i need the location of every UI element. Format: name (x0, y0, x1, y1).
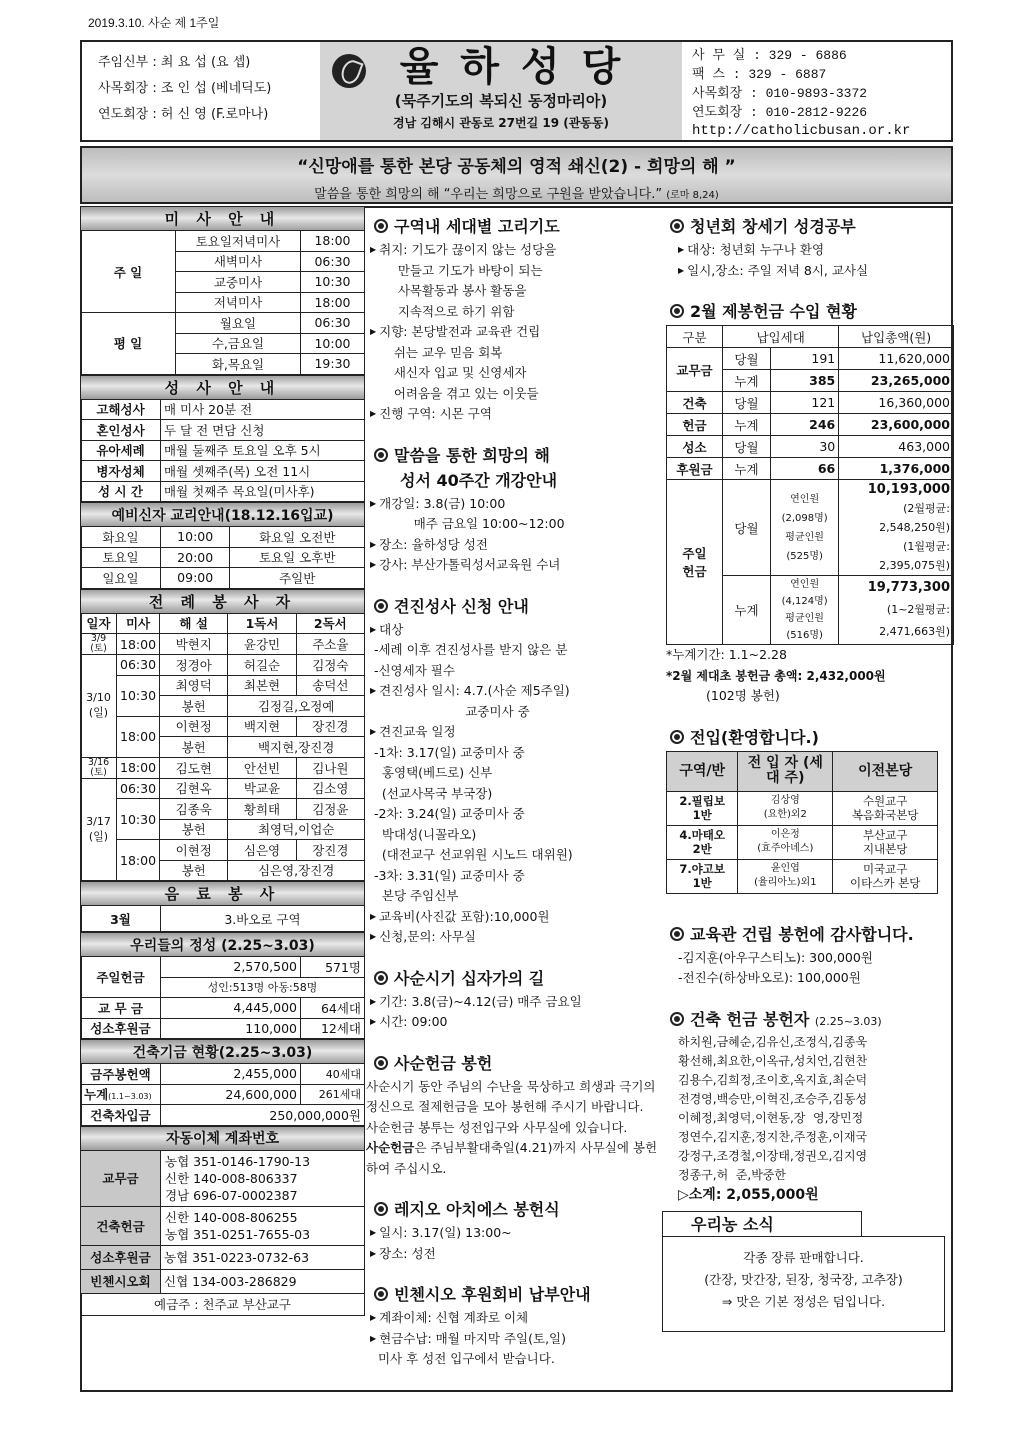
triangle-icon: ▶ (370, 1228, 377, 1237)
table-row: 봉헌 심은영,장진경 (81, 860, 365, 881)
woorinong-box: 각종 장류 판매합니다. (간장, 맛간장, 된장, 청국장, 고추장) ⇒ 맛은 기본 정성은 덤입니다. (662, 1236, 945, 1332)
bullet-icon (374, 219, 388, 233)
table-row: 2.필립보 1반 김상영 (요한)외2 수원교구 복음화국본당 (667, 791, 938, 825)
legio-section: 레지오 아치에스 봉헌식 ▶ 일시: 3.17(일) 13:00~ ▶ 장소: 성전 (370, 1200, 560, 1261)
auto-transfer-accounts-table: 자동이체 계좌번호 교무금 농협 351-0146-1790-13 신한 140-008-806337 경남 696-07-0002387 건축헌금 신한 140-008-806255 농협 351-0251-7655-03 성소후원금 농협 351-0223-0732-63 빈첸시오회 신협 134-003-286829 예금주 : 천주교 부산교구 (80, 1126, 365, 1316)
triangle-icon: ▶ (370, 1313, 377, 1322)
fax: 팩 스 : 329 - 6887 (692, 67, 827, 82)
woorinong-title: 우리농 소식 (662, 1211, 862, 1237)
triangle-icon: ▶ (370, 327, 377, 336)
bullet-icon (670, 219, 684, 233)
newcomers-section: 전입(환영합니다.) 구역/반 전 입 자 (세 대 주) 이전본당 2.필립보 1반 김상영 (요한)외2 수원교구 복음화국본당 4.마태오 2반 이은정 (효주아녜스) 부산교구 지내본당 7.야고보 1반 윤인엽 (율리아노)외1 미국교구 이타스카 본당 (666, 725, 954, 894)
building-donors-section: 건축 헌금 봉헌자 (2.25~3.03) 하치원,금혜순,김유신,조정식,김종욱 황선해,최요한,이옥규,성치언,김현찬 김용수,김희정,조이호,옥지효,최순덕 전경영,백승만,이혁진,조승주,김동성 이혜정,최영덕,이현동,장 영,장민정 정연수,김지훈,정지찬,주정훈,이재국 강정구,조경철,이장태,정권오,김지영 정종구,허 준,박중한 ▷소계: 2,055,000원 (666, 1007, 954, 1206)
theme-title: “신망애를 통한 본당 공동체의 영적 쇄신(2) - 희망의 해 ” (297, 157, 736, 177)
youth-bible-section: 청년회 창세기 성경공부 ▶ 대상: 청년회 누구나 환영 ▶ 일시,장소: 주일 저녁 8시, 교사실 (666, 214, 954, 281)
feb-income-section: 2월 제봉헌금 수입 현황 구분 납입세대 납입총액(원) 교무금 당월 191 11,620,000 누계 385 23,265,000 건축 당월 121 16,360,000 헌금 누계 246 23,600,000 성소 당월 30 463,000 후원금 누계 66 1,376,000 주일 헌금 당월 연인원 (2,098명) 평균인원 (525명) 10,193,000 (2월평균: 2,548,250원) (1월평균: 2,395,075원) 누계 연인원 (4,124명) 평균인원 (516명) 19,773,300 (1~2월평균: 2,471,663원) *누계기간: 1.1~2.28 *2월 제대초 봉헌금 총액: 2,432,000원 (102명 봉헌) (666, 299, 954, 707)
table-row: 3/10 (일) 06:30 정경아 허길순 김정숙 (81, 655, 365, 676)
table-row: 4.마태오 2반 이은정 (효주아녜스) 부산교구 지내본당 (667, 825, 938, 859)
confirmation-section: 견진성사 신청 안내 ▶ 대상 -세례 이후 견진성사를 받지 않은 분 -신영세자 필수 ▶ 견진성사 일시: 4.7.(사순 제5주일) 교중미사 중 ▶ 견진교육 일정 -1차: 3.17(일) 교중미사 중 홍영택(베드로) 신부 (선교사목국 부국장) -2차: 3.24(일) 교중미사 중 박대성(니꼴라오) (대전교구 선교위원 시노드 대위원) -3차: 3.31(일) 교중미사 중 본당 주임신부 ▶ 교육비(사진값 포함):10,000원 ▶ 신청,문의: 사무실 (370, 596, 573, 944)
feb-income-table: 구분 납입세대 납입총액(원) 교무금 당월 191 11,620,000 누계 385 23,265,000 건축 당월 121 16,360,000 헌금 누계 246 23,600,000 성소 당월 30 463,000 후원금 누계 66 1,376,000 주일 헌금 당월 연인원 (2,098명) 평균인원 (525명) 10,193,000 (2월평균: 2,548,250원) (1월평균: 2,395,075원) 누계 연인원 (4,124명) 평균인원 (516명) 19,773,300 (1~2월평균: 2,471,663원) (666, 325, 954, 645)
left-column (80, 206, 365, 1316)
theme-subtitle: 말씀을 통한 희망의 해 “우리는 희망으로 구원을 받았습니다.” (로마 8,24) (314, 187, 719, 202)
table-row: 7.야고보 1반 윤인엽 (율리아노)외1 미국교구 이타스카 본당 (667, 859, 938, 893)
lent-offering-section: 사순헌금 봉헌 사순시기 동안 주님의 수난을 묵상하고 희생과 극기의 정신으로 절제헌금을 모아 봉헌해 주시기 바랍니다. 사순헌금 봉투는 성전입구와 사무실에 있습니다. 사순헌금은 주님부활대축일(4.21)까지 사무실에 봉헌하여 주십시오. (366, 1053, 658, 1176)
parish-council-president: 사목회장 : 조 인 섭 (베네딕도) (98, 81, 272, 96)
triangle-icon: ▶ (370, 686, 377, 695)
triangle-icon: ▶ (370, 911, 377, 921)
vincent-dues-section: 빈첸시오 후원회비 납부안내 ▶ 계좌이체: 신협 계좌로 이체 ▶ 현금수납: 매월 마지막 주일(토,일) 미사 후 성전 입구에서 받습니다. (370, 1285, 591, 1366)
triangle-icon: ▶ (370, 1017, 377, 1026)
triangle-icon: ▶ (678, 265, 685, 275)
liturgy-ministers-table: 전 례 봉 사 자 일자 미사 해 설 1독서 2독서 3/9 (토) 18:00 박현지 윤강민 주소율 3/10 (일) 06:30 정경아 허길순 김정숙 10:30 최영덕 최본현 송덕선 봉헌 김정길,오정예 18:00 이현정 백지현 장진경 봉헌 백지현,장진경 3/16 (토) 18:00 김도현 안선빈 김나원 3/17 (일) 06:30 김현옥 박교윤 김소영 10:30 김종욱 황희태 김정윤 봉헌 최영덕,이업순 18:00 이현정 심은영 장진경 봉헌 심은영,장진경 (80, 589, 365, 882)
bullet-icon (670, 1012, 684, 1026)
church-subtitle: (묵주기도의 복되신 동정마리아) (394, 92, 608, 110)
triangle-icon: ▶ (370, 409, 377, 418)
bullet-icon (670, 730, 684, 744)
date-line: 2019.3.10. 사순 제 1주일 (88, 16, 220, 30)
table-row: 18:00 이현정 백지현 장진경 (81, 716, 365, 737)
table-row: 3/16 (토) 18:00 김도현 안선빈 김나원 (81, 757, 365, 778)
middle-column (366, 212, 660, 1370)
contact-info (682, 42, 951, 140)
church-name: 율하성당 (399, 44, 643, 90)
church-logo-icon (332, 54, 366, 88)
prayer-council-president: 연도회장 : 허 신 영 (F.로마나) (98, 107, 269, 122)
office-phone: 사 무 실 : 329 - 6886 (692, 48, 847, 63)
clergy-info (82, 42, 320, 140)
table-row: 10:30 최영덕 최본현 송덕선 (81, 675, 365, 696)
sacraments-table: 성 사 안 내 고해성사 매 미사 20분 전 혼인성사 두 달 전 면담 신청 유아세례 매월 둘째주 토요일 오후 5시 병자성체 매월 셋째주(목) 오전 11시 성 시 간 매월 첫째주 목요일(미사후) (80, 375, 365, 503)
table-row: 봉헌 백지현,장진경 (81, 737, 365, 758)
website-link[interactable]: http://catholicbusan.or.kr (692, 123, 911, 139)
triangle-icon: ▶ (370, 727, 377, 736)
church-title-block (320, 42, 682, 140)
drinks-service-table: 음 료 봉 사 3월 3.바오로 구역 (80, 881, 365, 932)
education-hall-thanks-section: 교육관 건립 봉헌에 감사합니다. -김지훈(아우구스티노): 300,000원 -전진수(하상바오로): 100,000원 (666, 922, 954, 989)
theme-banner (80, 146, 953, 204)
triangle-icon: ▶ (370, 245, 377, 254)
table-row: 3/17 (일) 06:30 김현옥 박교윤 김소영 (81, 778, 365, 799)
bullet-icon (670, 927, 684, 941)
triangle-icon: ▶ (370, 932, 377, 941)
triangle-icon: ▶ (678, 245, 685, 254)
bullet-icon (374, 1287, 388, 1301)
donors-subtotal: ▷소계: 2,055,000원 (678, 1186, 819, 1203)
newcomers-table: 구역/반 전 입 자 (세 대 주) 이전본당 2.필립보 1반 김상영 (요한)외2 수원교구 복음화국본당 4.마태오 2반 이은정 (효주아녜스) 부산교구 지내본당 7.야고보 1반 윤인엽 (율리아노)외1 미국교구 이타스카 본당 (666, 751, 938, 894)
triangle-icon: ▶ (370, 624, 377, 634)
table-row: 봉헌 최영덕,이업순 (81, 819, 365, 840)
triangle-icon: ▶ (370, 1333, 377, 1343)
table-row: 18:00 이현정 심은영 장진경 (81, 840, 365, 861)
bullet-icon (374, 599, 388, 613)
bible-course-section: 말씀을 통한 희망의 해 성서 40주간 개강안내 ▶ 개강일: 3.8(금) 10:00 매주 금요일 10:00~12:00 ▶ 장소: 율하성당 성전 ▶ 강사: 부산가톨릭성서교육원 수녀 (370, 445, 565, 572)
table-row: 10:30 김종욱 황희태 김정윤 (81, 799, 365, 820)
right-column (666, 212, 954, 1309)
pastor: 주임신부 : 최 요 섭 (요 셉) (98, 55, 251, 70)
mass-schedule-title: 미 사 안 내 (81, 207, 365, 231)
triangle-icon: ▶ (370, 1248, 377, 1258)
bullet-icon (374, 1202, 388, 1216)
church-address: 경남 김해시 관동로 27번길 19 (관동동) (393, 116, 609, 130)
bullet-icon (670, 304, 684, 318)
triangle-icon: ▶ (370, 539, 377, 549)
triangle-icon: ▶ (370, 498, 377, 508)
bullet-icon (374, 1056, 388, 1070)
catechism-table: 예비신자 교리안내(18.12.16입교) 화요일 10:00 화요일 오전반 토요일 20:00 토요일 오후반 일요일 09:00 주일반 (80, 502, 365, 589)
triangle-icon: ▶ (370, 996, 377, 1006)
bullet-icon (374, 448, 388, 462)
prayer-chain-section: 구역내 세대별 고리기도 ▶ 취지: 기도가 끊이지 않는 성당을 만들고 기도가 바탕이 되는 사목활동과 봉사 활동을 지속적으로 하기 위함 ▶ 지향: 본당발전과 교육관 건립 쉬는 교우 믿음 회복 새신자 입교 및 신영세자 어려움을 겪고 있는 이웃들 ▶ 진행 구역: 시몬 구역 (370, 217, 560, 421)
council-phone: 사목회장 : 010-9893-3372 (692, 86, 868, 101)
building-fund-table: 건축기금 현황(2.25~3.03) 금주봉헌액 2,455,000 40세대 누계(1.1~3.03) 24,600,000 261세대 건축차입금 250,000,000원 (80, 1039, 365, 1126)
stations-of-cross-section: 사순시기 십자가의 길 ▶ 기간: 3.8(금)~4.12(금) 매주 금요일 ▶ 시간: 09:00 (370, 968, 582, 1029)
table-row: 봉헌 김정길,오정예 (81, 696, 365, 717)
table-row: 3/9 (토) 18:00 박현지 윤강민 주소율 (81, 634, 365, 655)
bulletin-header (80, 40, 953, 142)
prayer-council-phone: 연도회장 : 010-2812-9226 (692, 105, 868, 120)
triangle-icon: ▶ (370, 560, 377, 569)
offerings-table: 우리들의 정성 (2.25~3.03) 주일헌금 2,570,500 571명 성인:513명 아동:58명 교 무 금 4,445,000 64세대 성소후원금 110,000 12세대 (80, 932, 365, 1039)
scripture-ref: (로마 8,24) (666, 190, 719, 201)
mass-schedule-table: 미 사 안 내 주 일 토요일저녁미사 18:00 새벽미사 06:30 교중미사 10:30 저녁미사 18:00 평 일 월요일 06:30 수,금요일 10:00 화,목요일 19:30 (80, 206, 365, 375)
bullet-icon (374, 971, 388, 985)
